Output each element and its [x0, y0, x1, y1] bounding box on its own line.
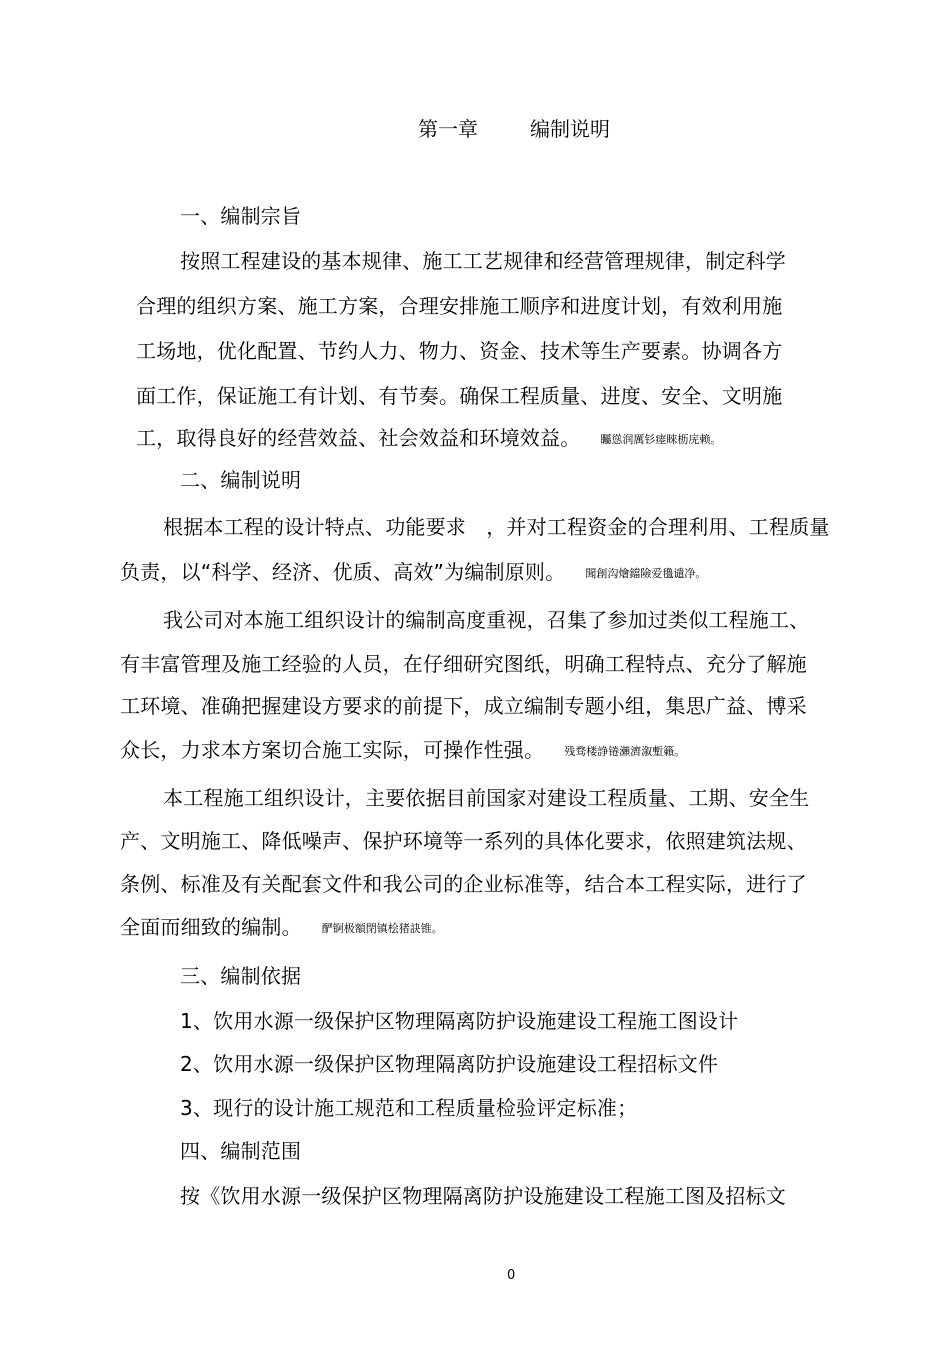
paragraph-line — [120, 737, 685, 763]
garbled-note: 酽锕极額閉镇桧猪訣锥。 — [321, 922, 443, 935]
garbled-note: 残骛楼諍锩瀨濟溆塹籟。 — [564, 745, 686, 758]
paragraph-line: 按照工程建设的基本规律、施工工艺规律和经营管理规律，制定科学 — [180, 249, 786, 273]
paragraph-line: 产、文明施工、降低噪声、保护环境等一系列的具体化要求，依照建筑法规、 — [120, 829, 807, 853]
paragraph-line: 条例、标准及有关配套文件和我公司的企业标准等，结合本工程实际，进行了 — [120, 872, 807, 896]
section-4-heading: 四、编制范围 — [180, 1139, 302, 1163]
chapter-title — [418, 116, 610, 142]
garbled-note: 矚慫润厲钐瘗睞枥庑赖。 — [600, 433, 722, 446]
list-item: 2、饮用水源一级保护区物理隔离防护设施建设工程招标文件 — [180, 1052, 719, 1076]
paragraph-line: 合理的组织方案、施工方案，合理安排施工顺序和进度计划，有效利用施 — [136, 294, 783, 318]
paragraph-text: 众长，力求本方案切合施工实际，可操作性强。 — [120, 738, 545, 762]
paragraph-line: 有丰富管理及施工经验的人员，在仔细研究图纸，明确工程特点、充分了解施 — [120, 652, 807, 676]
paragraph-line: 按《饮用水源一级保护区物理隔离防护设施建设工程施工图及招标文 — [180, 1184, 786, 1208]
paragraph-line: 工场地，优化配置、节约人力、物力、资金、技术等生产要素。协调各方 — [136, 339, 783, 363]
page-number: 0 — [507, 1268, 516, 1283]
paragraph-text: 负责，以“科学、经济、优质、高效”为编制原则。 — [120, 560, 566, 584]
paragraph-line: 工环境、准确把握建设方要求的前提下，成立编制专题小组，集思广益、博采 — [120, 694, 807, 718]
section-2-heading: 二、编制说明 — [180, 468, 302, 492]
paragraph-line — [120, 559, 706, 585]
list-item: 3、现行的设计施工规范和工程质量检验评定标准； — [180, 1096, 638, 1120]
paragraph-line: 面工作，保证施工有计划、有节奏。确保工程质量、进度、安全、文明施 — [136, 384, 783, 408]
paragraph-line: 根据本工程的设计特点、功能要求 ，并对工程资金的合理利用、工程质量 — [163, 515, 830, 539]
section-3-heading: 三、编制依据 — [180, 964, 302, 988]
paragraph-line — [136, 425, 721, 451]
paragraph-text: 工，取得良好的经营效益、社会效益和环境效益。 — [136, 426, 581, 450]
paragraph-line — [120, 914, 443, 940]
chapter-name: 编制说明 — [530, 117, 610, 141]
paragraph-text: 全面而细致的编制。 — [120, 915, 302, 939]
paragraph-line: 本工程施工组织设计，主要依据目前国家对建设工程质量、工期、安全生 — [163, 786, 810, 810]
section-1-heading: 一、编制宗旨 — [180, 204, 302, 228]
paragraph-line: 我公司对本施工组织设计的编制高度重视，召集了参加过类似工程施工、 — [163, 608, 810, 632]
garbled-note: 聞創沟燴鐺險爱氇谴净。 — [585, 567, 707, 580]
list-item: 1、饮用水源一级保护区物理隔离防护设施建设工程施工图设计 — [180, 1009, 739, 1033]
chapter-number: 第一章 — [418, 117, 478, 141]
